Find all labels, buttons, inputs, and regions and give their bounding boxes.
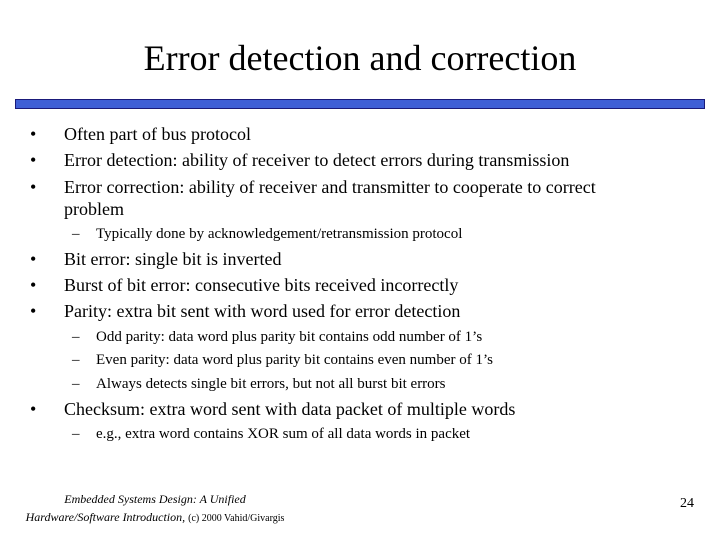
sub-bullet-text: e.g., extra word contains XOR sum of all data words in packet — [96, 426, 471, 442]
bullet-icon: • — [30, 399, 37, 419]
bullet-text: Error detection: ability of receiver to detect errors during transmission — [64, 150, 570, 170]
footer-book-title-line1: Embedded Systems Design: A Unified — [64, 492, 246, 506]
slide-title: Error detection and correction — [143, 38, 577, 78]
bullet-icon: • — [30, 275, 37, 295]
dash-icon: – — [72, 376, 80, 392]
footer-copyright: (c) 2000 Vahid/Givargis — [188, 513, 285, 524]
bullet-text: Bit error: single bit is inverted — [64, 249, 282, 269]
bullet-icon: • — [30, 124, 37, 144]
bullet-icon: • — [30, 301, 37, 321]
bullet-continuation-text: problem — [64, 199, 124, 219]
bullet-text: Parity: extra bit sent with word used for error detection — [64, 301, 461, 321]
bullet-text: Error correction: ability of receiver and transmitter to cooperate to correct — [64, 177, 596, 197]
sub-bullet-text: Always detects single bit errors, but not all burst bit errors — [96, 376, 446, 392]
bullet-text: Checksum: extra word sent with data packet of multiple words — [64, 399, 516, 419]
dash-icon: – — [72, 352, 80, 368]
page-number: 24 — [680, 496, 694, 511]
bullet-text: Burst of bit error: consecutive bits received incorrectly — [64, 275, 459, 295]
footer-book-title-line2: Hardware/Software Introduction, — [25, 510, 186, 524]
bullet-text: Often part of bus protocol — [64, 124, 251, 144]
bullet-icon: • — [30, 150, 37, 170]
dash-icon: – — [72, 226, 80, 242]
footer-citation — [0, 490, 310, 528]
sub-bullet-text: Odd parity: data word plus parity bit contains odd number of 1’s — [96, 329, 483, 345]
bullet-icon: • — [30, 249, 37, 269]
sub-bullet-text: Even parity: data word plus parity bit contains even number of 1’s — [96, 352, 493, 368]
title-underline-fill — [16, 100, 704, 108]
dash-icon: – — [72, 329, 80, 345]
sub-bullet-text: Typically done by acknowledgement/retransmission protocol — [96, 226, 463, 242]
dash-icon: – — [72, 426, 80, 442]
title-underline-bar — [15, 99, 705, 109]
bullet-icon: • — [30, 177, 37, 197]
